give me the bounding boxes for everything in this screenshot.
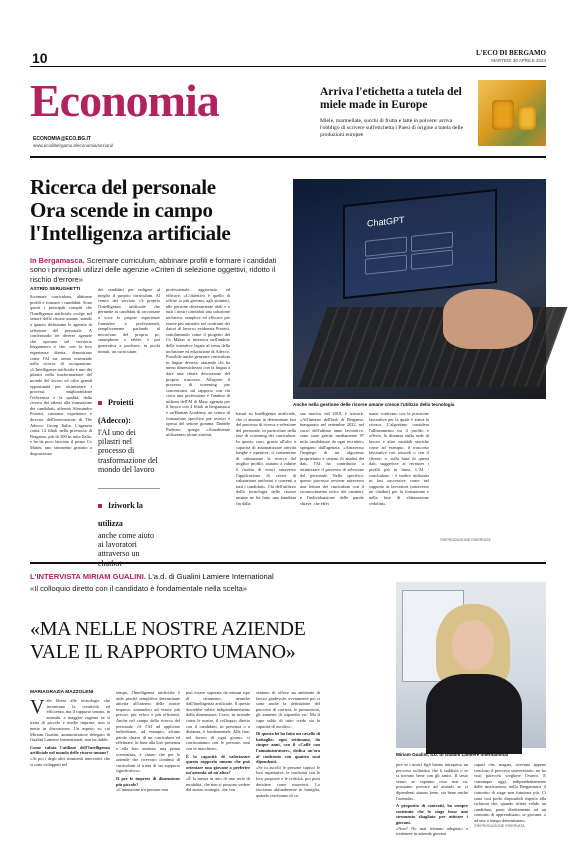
article2-photo-caption: Miriam Gualini, a.d. di Gualini Lamiere International <box>396 752 509 757</box>
article2-col4 <box>256 690 320 820</box>
article2-col6: capaci che, magari, avevano appena concluso il percorso universitario: ne ho visti parecchi scegliere l'estero. E comunque oggi, indipendentemente dalle motivazioni, nella Bergamasca il contratto di stage non funziona più. Ci sono così pochi disponibili rispetto alla richiesta che, quando ritieni valido un candidato, passi direttamente ad un contratto di apprendistato, se giovane, o ad uno a tempo determinato». <box>474 762 546 823</box>
article-separator <box>30 562 546 564</box>
honey-jar-icon <box>492 100 514 130</box>
interview-question: È la capacità di valorizzare questo rapporto umano che può orientare una giovane a preferire un'azienda ad un'altra? <box>186 753 250 776</box>
article1-photo <box>293 179 546 399</box>
interview-label <box>30 572 390 581</box>
interview-answer: «Ai poi i degli altri strumenti innovativi che si sono sviluppati nel <box>30 755 110 767</box>
headline-line: «MA NELLE NOSTRE AZIENDE <box>30 618 306 640</box>
article1-col1: Scremare curriculum, abbinare profili e formare i candidati. Sono questi i principali compiti che l'Intelligenza artificiale svolge nel settore delle risorse umane, stando a quanto dichiarano le agenzie di selezione del personale. A confermarlo tre diverse agenzie che operano sul territorio bergamasco e che, con la loro esperienza diretta, dimostrano come l'AI sia ormai essenziale nella ricerca di occupazione. «L'Intelligenza artificiale è uno dei pilastri nella trasformazione del mondo del lavoro ed offre grandi opportunità per ottimizzare i processi, migliorandone l'efficienza e la qualità, dalla ricerca dei talenti alla formazione dei candidati» afferma Alessandro Proietti, customer experience e director dell'innovazione di The Adecco Group Italia. L'agenzia conta 14 filiali nella provincia di Bergamo, più di 300 in tutta Italia, e ha da poco lanciato il primo Cv Maker, uno strumento gratuito a disposizione <box>30 294 92 456</box>
header-rule <box>30 66 546 67</box>
quote-text: anche come aiuto ai lavoratori attraverso un <box>98 531 154 559</box>
col-text: tempo, l'Intelligenza artificiale è utile perché semplifica determinate attività all'interno delle nostre imprese, aiutandoci ad essere più precisi, più veloci e più efficienti. Anche nel campo della ricerca del personale c'è l'AI ad applicare individuare, ad esempio, alcune parole chiave di un curriculum ed effettuare, in base alla loro presenza o alla loro assenza, una prima scrematura, è chiaro che per le aziende che ricevono continui di curriculum si tratta di un supporto significativo». <box>116 690 180 774</box>
article1-reserved: ©RIPRODUZIONE RISERVATA <box>440 538 491 542</box>
subhead-text: Scremare curriculum, abbinare profili e formare i candidati sono i principali utilizzi delle agenzie «Criteri di selezione oggettivi, ridotto il rischio d'errore» <box>30 256 277 284</box>
section-email: ECONOMIA@ECO.BG.IT <box>33 136 91 142</box>
drop-cap: V <box>30 696 45 718</box>
interview-answer: «Se tu ascolti le persone capisci le loro aspettative, le confronti con le loro proposte e le criticità, poi puoi decidere come muoverti. Lo facciamo abitualmente in famiglia, quando cerchiamo di ca <box>256 764 320 798</box>
quote-box-2 <box>98 495 160 568</box>
laptop-screen <box>343 189 497 299</box>
hands <box>443 289 533 349</box>
drop-cap-text: Vale libera alle tecnologie che incontrano la creatività ed efficienza, ma il rapporto umano, in azienda, a maggior ragione se si tratta di piccole e medie imprese, non si mette in discussione. Un aspetto su cui Miriam Gualini, amministratore delegato di Gualini Lamiere International, non ha dubbi. <box>30 696 110 743</box>
article2-col1 <box>30 698 110 820</box>
chatgpt-logo-icon: ChatGPT <box>367 214 405 229</box>
article2-byline: MARIAGRAZIA MAZZOLENI <box>30 690 94 695</box>
article1-col5: sua nascita, nel 2018, è iziwork. «All'interno dell'hub di Bergamo, inaugurato nel settembre 2022, nel corso dell'ultimo anno lavorativo, sono state gestite mediamente 97 mila candidature da ogni recruiter» spiegano dall'agenzia. «Attraverso l'impiego di un algoritmo proprietario e sistemi di analisi dei dati, l'AI ha contribuito a ottimizzare il processo di selezione del personale. Nello specifico, questo processo avviene attraverso una lettura dei curriculum con il riconoscimento ottico dei caratteri, e l'individuazione delle parole chiave, che effet <box>300 411 364 506</box>
article2-col5 <box>396 762 468 837</box>
interview-answer: «Non? No mai ritenuto adeguato a trattenere in azienda giovani <box>396 825 468 837</box>
col-text: pire se i nostri figli hanno intrapreso un percorso scolastico che li soddisfa o se si trovano bene con gli amici. Il sesto senso, se capiamo cosa non va, possiamo provare ad aiutarli se ci dipendenti stanno bene, sta bene anche l'azienda». <box>396 762 468 801</box>
headline-line: VALE IL RAPPORTO UMANO» <box>30 641 296 663</box>
quote-marker-icon <box>98 504 102 508</box>
headline-line: l'Intelligenza artificiale <box>30 221 231 245</box>
interview-question: A proposito di contratti, ha sempre sostenuto che lo stage fosse uno strumento sbagliato per attirare i giovani. <box>396 803 468 825</box>
interview-subhead: «Il colloquio diretto con il candidato è fondamentale nella scelta» <box>30 584 247 593</box>
quote-name: Proietti (Adecco): <box>98 398 134 425</box>
quote-box-1 <box>98 392 160 474</box>
section-web: www.ecodibergamo.it/economia/sezioni/ <box>33 143 114 148</box>
interview-desc: L'a.d. di Gualini Lamiere International <box>148 572 274 581</box>
quote-rule <box>98 488 160 489</box>
page-number: 10 <box>32 50 48 66</box>
headline-line: Ricerca del personale <box>30 175 216 199</box>
interview-question: Come valuta l'utilizzo dell'Intelligenza artificiale nel mondo delle risorse umane? <box>30 744 110 756</box>
screen-card <box>411 250 453 270</box>
interview-answer: «È la messa in atto di una serie di modalità, che non si possono vedere dal nostro strategie, che con <box>186 775 250 793</box>
screen-card <box>411 232 453 252</box>
newspaper-name: L'ECO DI BERGAMO <box>475 49 546 57</box>
interview-question: Di questa lei ha fatto un cavallo di battaglia: ogni settimana, da cinque anni, con il «Caffè con l'amministratore», dedica un'ora al confronto con quattro suoi dipendenti. <box>256 731 320 765</box>
interview-answer: «L'intenzione tra persone non <box>116 787 169 793</box>
quote-text: l'AI uno dei pilastri nel processo di trasformazione del mondo del lavoro <box>98 428 158 474</box>
section-title: Economia <box>30 75 219 126</box>
article1-photo-caption: Anche nella gestione delle risorse umane cresce l'utilizzo della tecnologia <box>293 402 455 407</box>
article2-photo <box>396 582 546 748</box>
screen-card <box>365 254 407 274</box>
headline-line: Ora scende in campo <box>30 198 213 222</box>
article1-headline[interactable] <box>30 176 290 245</box>
article1-col6: tuano confronto con la posizione lavorativa per la quale è attiva la ricerca. L'algoritmo considera l'allineamento tra il profilo e offerta, la distanza dalla sede di lavoro e altre variabili storiche come ad esempio, il trascorso lavorativo con iziwork o con il cliente, e, sulla base di questi dati, suggerisce ai recruiter i profili più in linea. L'AI - concludono - è inoltre utilizzata in fasi successive come nel supporto ai lavoratori (attraverso un chatbot) per la formazione e nella fase di elaborazione cedolini». <box>369 411 429 506</box>
interview-kicker: L'INTERVISTA MIRIAM GUALINI. <box>30 572 146 581</box>
screen-card <box>365 236 407 256</box>
kicker: In Bergamasca. <box>30 256 85 265</box>
interview-question: Il per le imprese di dimensione più piccole? <box>116 775 180 787</box>
article1-col2: dei candidati per redigere al meglio il proprio curriculum. Al centro del servizio c'è proprio l'Intelligenza artificiale che permette ai candidati di raccontare a voce le proprie esperienze formative e professionali, semplicemente parlando al microfono del proprio pc, smartphone o tablet: è poi generativa a produrre, in pochi minuti, un curriculum <box>98 287 160 354</box>
portrait-body <box>426 674 522 754</box>
article2-col2 <box>116 690 180 820</box>
teaser-text: Miele, marmellate, succhi di frutta e latte in polvere: arriva l'obbligo di scrivere sull'etichetta i Paesi di origine a tutela delle produzioni europee <box>320 118 464 138</box>
issue-date: MARTEDÌ 30 APRILE 2024 <box>491 58 546 63</box>
article1-byline: ASTRID SERUGHETTI <box>30 287 81 292</box>
portrait-face <box>452 620 494 670</box>
teaser-rule <box>30 156 546 158</box>
teaser-title[interactable]: Arriva l'etichetta a tutela del miele made in Europe <box>320 86 462 111</box>
article2-col3 <box>186 690 250 820</box>
article1-col4: basati su Intelligenza artificiale, che ci aiutano in determinate fasi del processo di ricerca e selezione del personale, in particolare nella fase di screening dei curriculum. In questo caso, grazie all'alto e capacità di automatizzare attività lunghe e ripetitive, ci consentono di ottimizzare la ricerca del miglior profilo, aiutano a ridurre il rischio di errori attraverso l'applicazione di criteri di valutazione uniformi e coerenti a tutti i candidati». Chi dell'utilizzo della tecnologia nelle risorse umane ne ha fatto una bandiera fin dalla <box>236 411 296 506</box>
col-text: può essere superata da nessun tipo di strumento, neanche dall'Intelligenza artificiale. Il questo dovrebbe valere indipendentemente dalla dimensione. Certo, in aziende come le nostre, il colloquio diretto con il candidato, in presenza o a distanza, è fondamentale. Alla fine, nel lavoro di ogni giorno, ci confrontiamo con le persone, non con le macchine». <box>186 690 250 751</box>
article1-subhead <box>30 256 292 284</box>
article2-headline[interactable] <box>30 618 390 664</box>
honey-jar-icon <box>518 106 536 130</box>
article2-reserved: ©RIPRODUZIONE RISERVATA <box>474 824 525 828</box>
quote-marker-icon <box>98 401 102 405</box>
teaser-photo <box>478 80 546 146</box>
quote-name: Iziwork la utilizza <box>98 501 143 528</box>
article1-col3: professionale aggiornato ed efficace. «L'obiettivo è quello di offrire ai più giovani, agli stranieri, alle persone diversamente abili e a tutti i nostri candidati una soluzione inclusiva, semplice ed efficace per essere più attrattivi nei confronti dei datori di lavoro» evidenzia Proietti, sottolineando come il progetto del Cv Maker si inserisca nell'ambito delle iniziative legate al tema della inclusione ed educazione di Adecco. Possibile anche generare curriculum in lingue diverse, aiutando chi ha meno dimestichezza con la lingua a dare una chiara descrizione del proprio trascorso. Allegorie il processo di screening per concentrarsi sul rapporto con chi cerca una professione è l'ambito di utilizzo dell'AI di Maw, agenzia per il lavoro con 4 filiali in bergamasca e un'Human Academy, un centro di formazione specifico per tecnici e operai del settore gomma. Daniele Paderno, spiega: «Attualmente utilizziamo alcuni sistemi, <box>166 287 231 438</box>
col-text: sentono di offrire un ambiente di lavoro gradevole, ovviamente poi ci sono anche la definizione del percorso di carriera, le promozioni, gli aumenti di stipendio etc. Ma il capo saldo di tutto credo sia la capacità di ascolto». <box>256 690 320 729</box>
